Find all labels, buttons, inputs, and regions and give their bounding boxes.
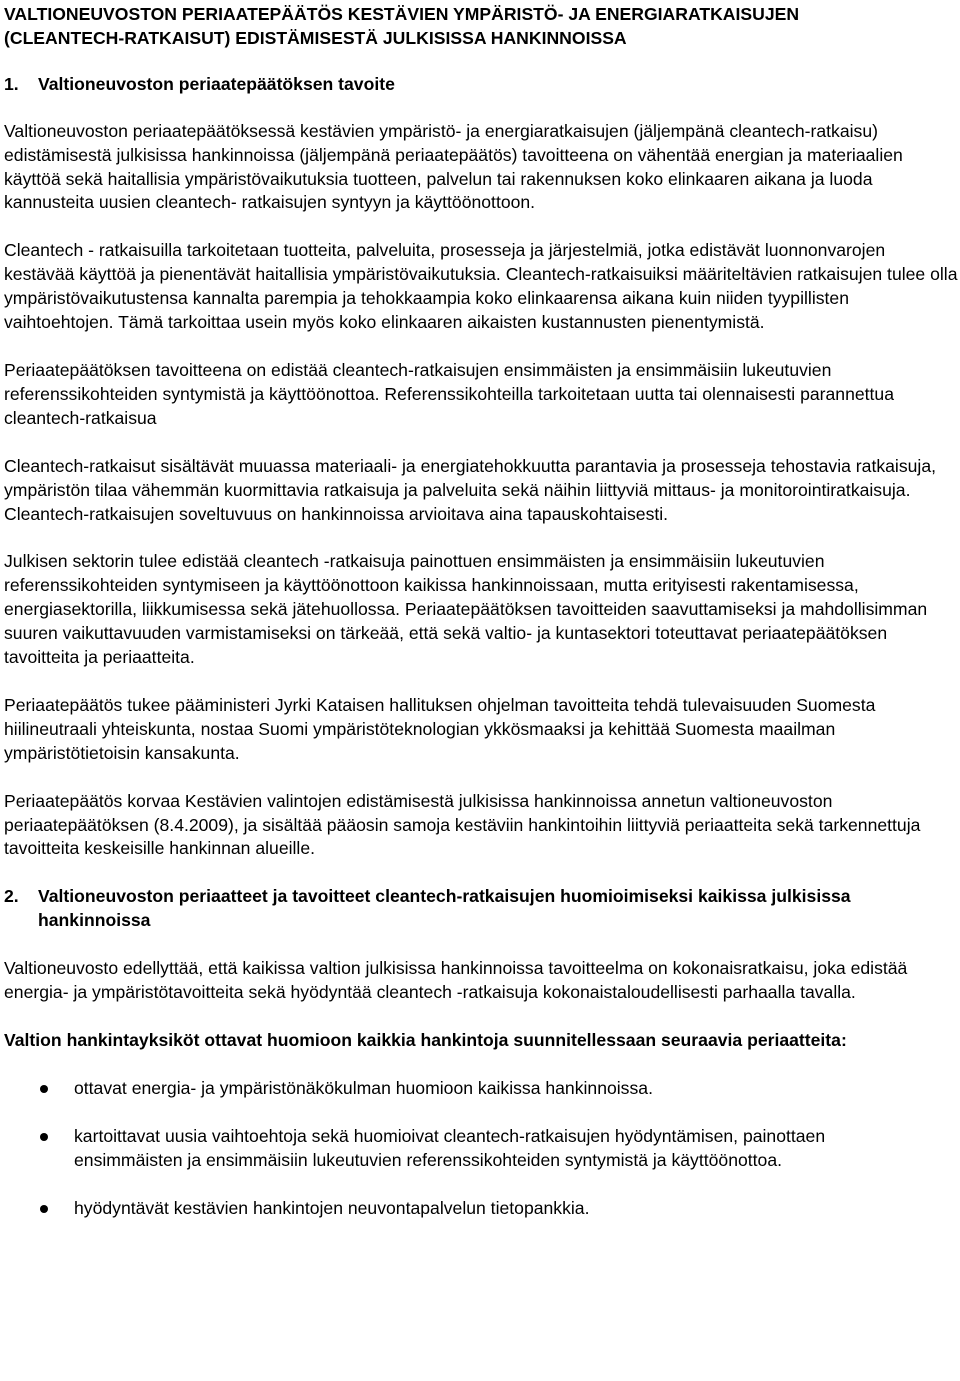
principles-list — [4, 1077, 960, 1221]
list-item — [4, 1077, 960, 1101]
section-1-paragraph-4: Cleantech-ratkaisut sisältävät muuassa materiaali- ja energiatehokkuutta parantavia ja prosesseja tehostavia ratkaisuja, ympäristön tilaa vähemmän kuormittavia ratkaisuja ja palveluita sekä näihin liittyviä mittaus- ja monitorointiratkaisuja. Cleantech-ratkaisujen soveltuvuus on hankinnoissa arvioitava aina tapauskohtaisesti. — [4, 455, 936, 524]
section-2-paragraph: Valtioneuvosto edellyttää, että kaikissa valtion julkisissa hankinnoissa tavoitteelma on kokonaisratkaisu, joka edistää energia- ja ympäristötavoitteita sekä hyödyntää cleantech -ratkaisuja kokonaistaloudellisesti parhaalla tavalla. — [4, 958, 908, 1003]
section-1-paragraph-1: Valtioneuvoston periaatepäätöksessä kestävien ympäristö- ja energiaratkaisujen (jäljempänä cleantech-ratkaisu) edistämisestä julkisissa hankinnoissa (jäljempänä periaatepäätös) tavoitteena on vähentää energian ja materiaalien käyttöä sekä haitallisia ympäristövaikutuksia tuotteen, palvelun tai rakennuksen koko elinkaaren aikana ja luoda kannusteita uusien cleantech- ratkaisujen syntyyn ja käyttöönottoon. — [4, 120, 903, 213]
section-1-number: 1. — [4, 73, 19, 94]
document-title — [4, 3, 960, 51]
section-1-paragraph-5: Julkisen sektorin tulee edistää cleantech -ratkaisuja painottuen ensimmäisten ja ensimmäisiin lukeutuvien referenssikohteiden syntymiseen ja käyttöönottoon kaikissa hankinnoissaan, mutta erityisesti rakentamisessa, energiasektorilla, liikkumisessa sekä jätehuollossa. Periaatepäätöksen tavoitteiden saavuttamiseksi ja mahdollisimman suuren vaikuttavuuden varmistamiseksi on tärkeää, että sekä valtio- ja kuntasektori toteuttavat periaatepäätöksen tavoitteita ja periaatteita. — [4, 551, 928, 668]
section-2-principles-intro: Valtion hankintayksiköt ottavat huomioon kaikkia hankintoja suunnitellessaan seuraavia periaatteita: — [4, 1030, 847, 1050]
section-1-paragraph-7: Periaatepäätös korvaa Kestävien valintojen edistämisestä julkisissa hankinnoissa annetun valtioneuvoston periaatepäätöksen (8.4.2009), ja sisältää pääosin samoja kestäviin hankintoihin liittyviä periaatteita sekä tarkennettuja tavoitteita keskeisille hankinnan alueille. — [4, 790, 921, 859]
list-item-text: kartoittavat uusia vaihtoehtoja sekä huomioivat cleantech-ratkaisujen hyödyntämisen, painottaen ensimmäisten ja ensimmäisiin lukeutuvien referenssikohteiden syntymistä ja käyttöönottoa. — [74, 1125, 826, 1170]
section-1-title: Valtioneuvoston periaatepäätöksen tavoite — [38, 73, 395, 94]
section-2-number: 2. — [4, 886, 19, 907]
bullet-icon — [4, 1197, 74, 1221]
section-1-paragraph-2: Cleantech - ratkaisuilla tarkoitetaan tuotteita, palveluita, prosesseja ja järjestelmiä, jotka edistävät luonnonvarojen kestävää käyttöä ja pienentävät haitallisia ympäristövaikutuksia. Cleantech-ratkaisuiksi määriteltävien ratkaisujen tulee olla ympäristövaikutustensa kannalta parempia ja tehokkaampia koko elinkaarensa aikana kuin niiden tyypillisten vaihtoehtojen. Tämä tarkoittaa usein myös koko elinkaaren aikaisten kustannusten pienentymistä. — [4, 240, 958, 333]
list-item-text: ottavat energia- ja ympäristönäkökulman huomioon kaikissa hankinnoissa. — [74, 1077, 653, 1098]
document-title-line-1: VALTIONEUVOSTON PERIAATEPÄÄTÖS KESTÄVIEN YMPÄRISTÖ- JA ENERGIARATKAISUJEN — [4, 4, 800, 24]
bullet-icon — [4, 1125, 74, 1173]
bullet-icon — [4, 1077, 74, 1101]
list-item — [4, 1197, 960, 1221]
section-2-title: Valtioneuvoston periaatteet ja tavoitteet cleantech-ratkaisujen huomioimiseksi kaikissa julkisissa hankinnoissa — [38, 886, 851, 931]
section-1-paragraph-3: Periaatepäätöksen tavoitteena on edistää cleantech-ratkaisujen ensimmäisten ja ensimmäisiin lukeutuvien referenssikohteiden syntymistä ja käyttöönottoa. Referenssikohteilla tarkoitetaan uutta tai olennaisesti parannettua cleantech-ratkaisua — [4, 359, 894, 428]
list-item — [4, 1125, 960, 1173]
document-title-line-2: (CLEANTECH-RATKAISUT) EDISTÄMISESTÄ JULKISISSA HANKINNOISSA — [4, 27, 627, 48]
list-item-text: hyödyntävät kestävien hankintojen neuvontapalvelun tietopankkia. — [74, 1197, 590, 1218]
section-2-heading — [4, 885, 960, 933]
section-1-paragraph-6: Periaatepäätös tukee pääministeri Jyrki Kataisen hallituksen ohjelman tavoitteita tehdä tulevaisuuden Suomesta hiilineutraali yhteiskunta, nostaa Suomi ympäristöteknologian ykkösmaaksi ja kehittää Suomesta maailman ympäristötietoisin kansakunta. — [4, 694, 876, 763]
section-1-heading — [4, 73, 960, 97]
